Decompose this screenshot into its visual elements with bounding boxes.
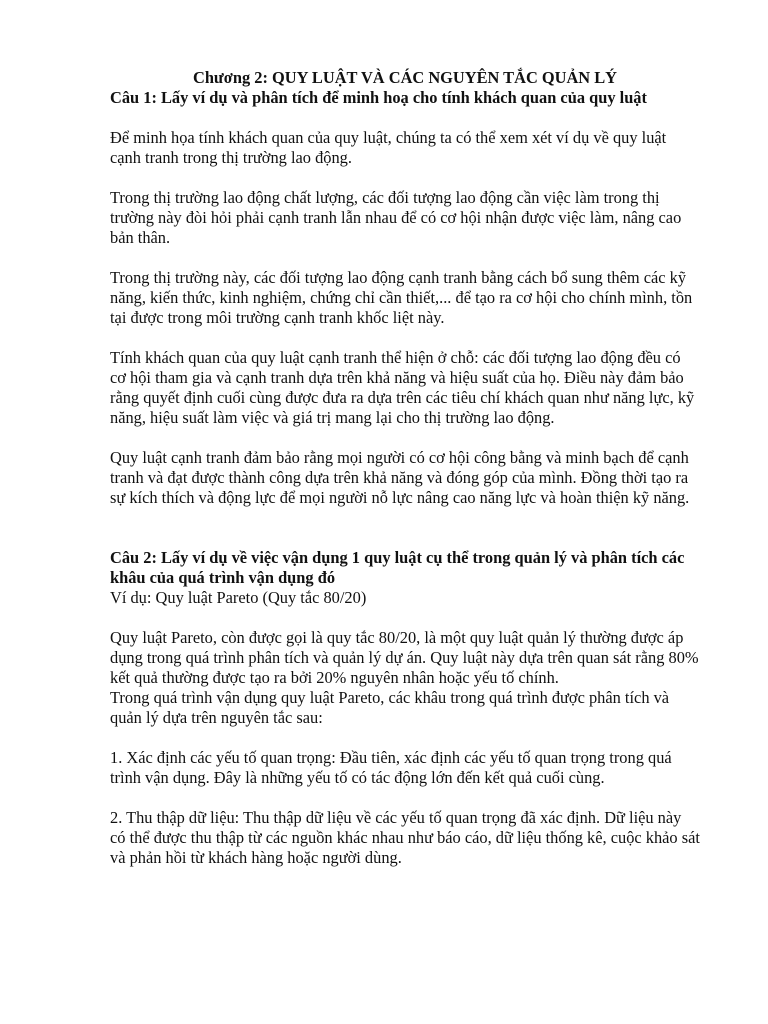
q1-paragraph-2: Trong thị trường lao động chất lượng, các đối tượng lao động cần việc làm trong thị trường này đòi hỏi phải cạnh tranh lẫn nhau để có cơ hội nhận được việc làm, nâng cao bản thân. [110,188,682,247]
q2-intro: Quy luật Pareto, còn được gọi là quy tắc 80/20, là một quy luật quản lý thường được áp dụng trong quá trình phân tích và quản lý dự án. Quy luật này dựa trên quan sát rằng 80% kết quả thường được tạo ra bởi 20% nguyên nhân hoặc yếu tố chính. [110,628,699,687]
document-page [110,68,700,868]
question-1-heading: Câu 1: Lấy ví dụ và phân tích để minh hoạ cho tính khách quan của quy luật [110,88,647,107]
q2-example: Ví dụ: Quy luật Pareto (Quy tắc 80/20) [110,588,367,607]
question-2-heading: Câu 2: Lấy ví dụ về việc vận dụng 1 quy luật cụ thể trong quản lý và phân tích các khâu của quá trình vận dụng đó [110,548,685,587]
q1-paragraph-5: Quy luật cạnh tranh đảm bảo rằng mọi người có cơ hội công bằng và minh bạch để cạnh tranh và đạt được thành công dựa trên khả năng và đóng góp của mình. Đồng thời tạo ra sự kích thích và động lực để mọi người nỗ lực nâng cao năng lực và hoàn thiện kỹ năng. [110,448,690,507]
q1-paragraph-1: Để minh họa tính khách quan của quy luật, chúng ta có thể xem xét ví dụ về quy luật cạnh tranh trong thị trường lao động. [110,128,667,167]
chapter-title: Chương 2: QUY LUẬT VÀ CÁC NGUYÊN TẮC QUẢN LÝ [192,68,618,87]
q2-step-1: 1. Xác định các yếu tố quan trọng: Đầu tiên, xác định các yếu tố quan trọng trong quá trình vận dụng. Đây là những yếu tố có tác động lớn đến kết quả cuối cùng. [110,748,672,787]
q1-paragraph-4: Tính khách quan của quy luật cạnh tranh thể hiện ở chỗ: các đối tượng lao động đều có cơ hội tham gia và cạnh tranh dựa trên khả năng và hiệu suất của họ. Điều này đảm bảo rằng quyết định cuối cùng được đưa ra dựa trên các tiêu chí khách quan như năng lực, kỹ năng, hiệu suất làm việc và giá trị mang lại cho thị trường lao động. [110,348,695,427]
q2-step-2: 2. Thu thập dữ liệu: Thu thập dữ liệu về các yếu tố quan trọng đã xác định. Dữ liệu này có thể được thu thập từ các nguồn khác nhau như báo cáo, dữ liệu thống kê, cuộc khảo sát và phản hồi từ khách hàng hoặc người dùng. [110,808,700,867]
q2-process: Trong quá trình vận dụng quy luật Pareto, các khâu trong quá trình được phân tích và quản lý dựa trên nguyên tắc sau: [110,688,670,727]
q1-paragraph-3: Trong thị trường này, các đối tượng lao động cạnh tranh bằng cách bổ sung thêm các kỹ năng, kiến thức, kinh nghiệm, chứng chỉ cần thiết,... để tạo ra cơ hội cho chính mình, tồn tại được trong môi trường cạnh tranh khốc liệt này. [110,268,693,327]
